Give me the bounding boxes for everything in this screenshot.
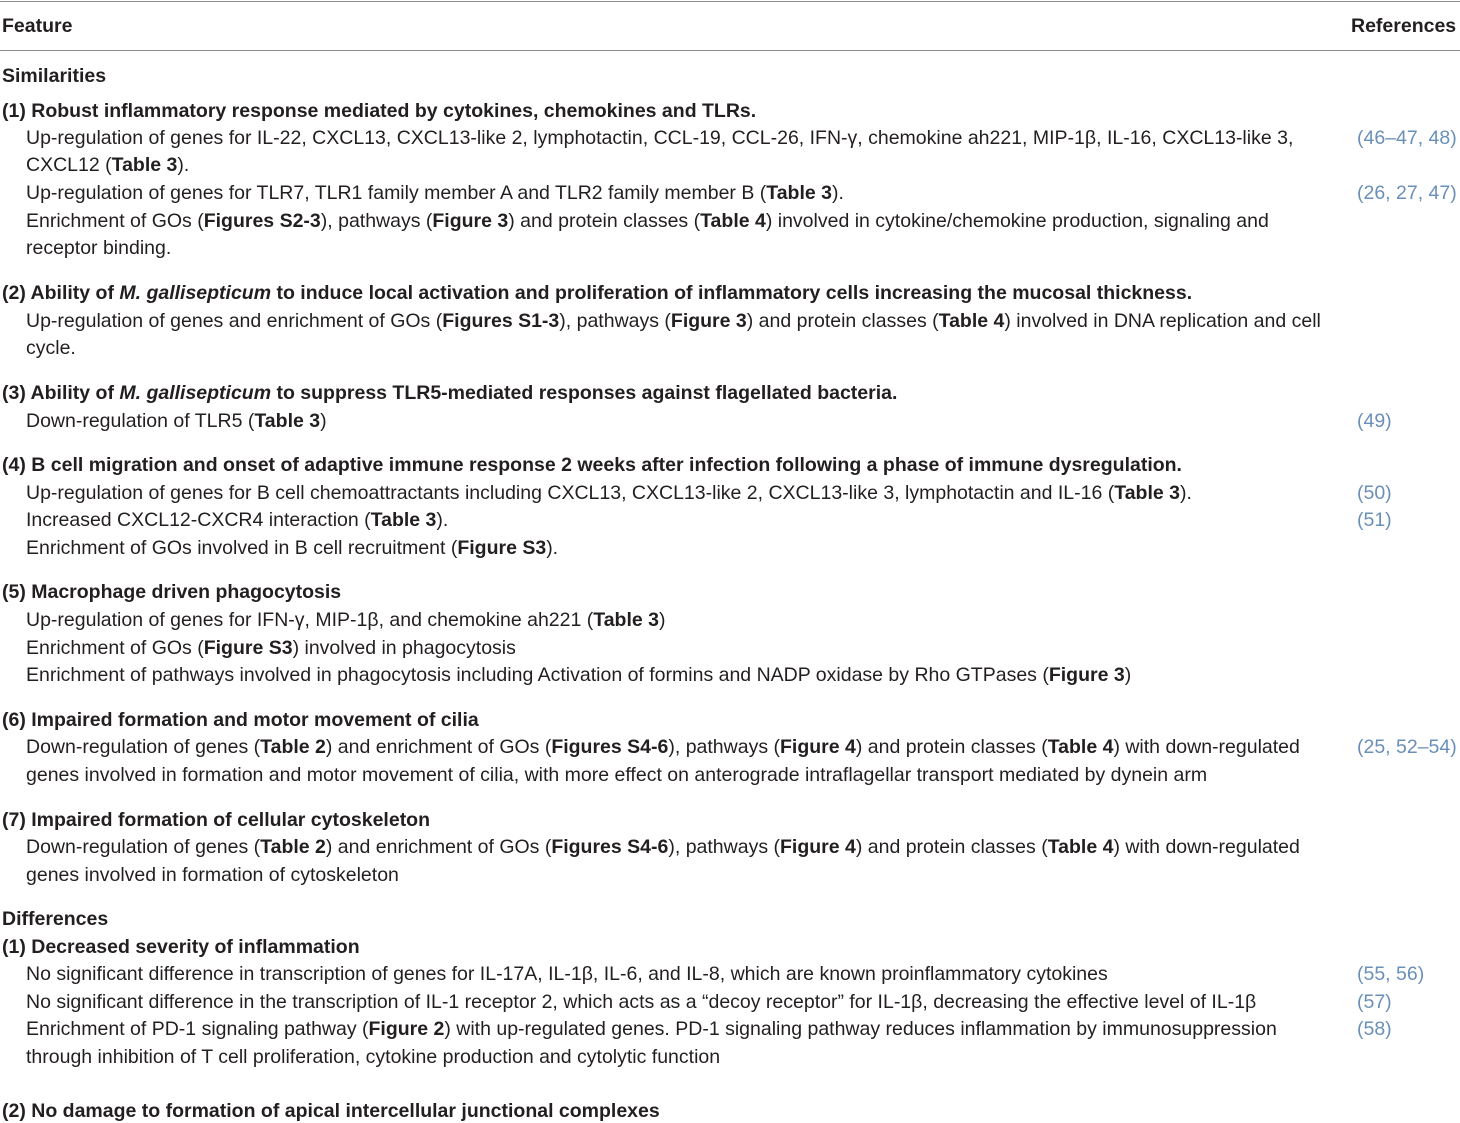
reference-citation[interactable]: (26, 27, 47) bbox=[1357, 182, 1457, 204]
section-title-similarities: Similarities bbox=[2, 65, 107, 87]
table-reference[interactable]: Table 4 bbox=[700, 210, 766, 232]
feature-heading: (7) Impaired formation of cellular cytoskeleton bbox=[2, 809, 431, 831]
table-reference[interactable]: Table 3 bbox=[370, 509, 437, 531]
table-reference[interactable]: Table 3 bbox=[111, 154, 178, 176]
feature-line: Enrichment of GOs (Figure S3) involved in phagocytosis bbox=[26, 637, 516, 659]
feature-line: Enrichment of GOs involved in B cell recruitment (Figure S3). bbox=[26, 537, 559, 559]
table-reference[interactable]: Table 2 bbox=[260, 836, 326, 858]
feature-line: No significant difference in the transcription of IL-1 receptor 2, which acts as a “decoy receptor” for IL-1β, decreasing the effective level of IL-1β bbox=[26, 991, 1257, 1013]
reference-citation[interactable]: (58) bbox=[1357, 1018, 1392, 1040]
figure-reference[interactable]: Figure 2 bbox=[368, 1018, 445, 1040]
feature-heading: (4) B cell migration and onset of adaptive immune response 2 weeks after infection following a phase of immune dysregulation. bbox=[2, 454, 1182, 476]
figure-reference[interactable]: Figures S2-3 bbox=[203, 210, 321, 232]
feature-line: CXCL12 (Table 3). bbox=[26, 154, 190, 176]
column-header-references: References bbox=[1351, 15, 1457, 37]
feature-line: Up-regulation of genes and enrichment of GOs (Figures S1-3), pathways (Figure 3) and protein classes (Table 4) involved in DNA replication and cell bbox=[26, 310, 1321, 332]
reference-citation[interactable]: (49) bbox=[1357, 410, 1392, 432]
feature-line: Enrichment of pathways involved in phagocytosis including Activation of formins and NADP oxidase by Rho GTPases (Figure 3) bbox=[26, 664, 1132, 686]
table-reference[interactable]: Table 3 bbox=[254, 410, 321, 432]
reference-citation[interactable]: (50) bbox=[1357, 482, 1392, 504]
reference-citation[interactable]: (46–47, 48) bbox=[1357, 127, 1457, 149]
feature-line: cycle. bbox=[26, 337, 76, 359]
table-reference[interactable]: Table 4 bbox=[1047, 736, 1114, 758]
figure-reference[interactable]: Figures S4-6 bbox=[551, 836, 669, 858]
figure-reference[interactable]: Figure 4 bbox=[779, 736, 856, 758]
table-reference[interactable]: Table 3 bbox=[1114, 482, 1180, 504]
table-reference[interactable]: Table 4 bbox=[1047, 836, 1114, 858]
feature-line: Up-regulation of genes for TLR7, TLR1 family member A and TLR2 family member B (Table 3). bbox=[26, 182, 844, 204]
figure-reference[interactable]: Figure 3 bbox=[670, 310, 747, 332]
feature-line: Enrichment of PD-1 signaling pathway (Figure 2) with up-regulated genes. PD-1 signaling pathway reduces inflammation by immunosuppression bbox=[26, 1018, 1277, 1040]
feature-line: Up-regulation of genes for B cell chemoattractants including CXCL13, CXCL13-like 2, CXCL13-like 3, lymphotactin and IL-16 (Table 3). bbox=[26, 482, 1192, 504]
feature-heading: (1) Decreased severity of inflammation bbox=[2, 936, 360, 958]
table-reference[interactable]: Table 3 bbox=[593, 609, 659, 631]
column-header-feature: Feature bbox=[2, 15, 73, 37]
feature-line: Enrichment of GOs (Figures S2-3), pathways (Figure 3) and protein classes (Table 4) involved in cytokine/chemokine production, signaling and bbox=[26, 210, 1269, 232]
feature-line: Increased CXCL12-CXCR4 interaction (Table 3). bbox=[26, 509, 449, 531]
figure-reference[interactable]: Figure 3 bbox=[432, 210, 509, 232]
feature-heading: (1) Robust inflammatory response mediated by cytokines, chemokines and TLRs. bbox=[2, 100, 757, 122]
figure-reference[interactable]: Figure 4 bbox=[779, 836, 856, 858]
figure-reference[interactable]: Figure 3 bbox=[1048, 664, 1125, 686]
figure-reference[interactable]: Figure S3 bbox=[203, 637, 293, 659]
feature-line: Down-regulation of TLR5 (Table 3) bbox=[26, 410, 327, 432]
table-reference[interactable]: Table 3 bbox=[766, 182, 832, 204]
figure-reference[interactable]: Figure S3 bbox=[457, 537, 547, 559]
feature-line: genes involved in formation and motor movement of cilia, with more effect on anterograde intraflagellar transport mediated by dynein arm bbox=[26, 764, 1208, 786]
feature-heading: (6) Impaired formation and motor movement of cilia bbox=[2, 709, 479, 731]
feature-line: No significant difference in transcription of genes for IL-17A, IL-1β, IL-6, and IL-8, which are known proinflammatory cytokines bbox=[26, 963, 1108, 985]
feature-line: Down-regulation of genes (Table 2) and enrichment of GOs (Figures S4-6), pathways (Figure 4) and protein classes (Table 4) with down-regulated bbox=[26, 736, 1300, 758]
figure-reference[interactable]: Figures S4-6 bbox=[551, 736, 669, 758]
feature-heading: (2) No damage to formation of apical intercellular junctional complexes bbox=[2, 1100, 660, 1122]
feature-heading: (2) Ability of M. gallisepticum to induce local activation and proliferation of inflammatory cells increasing the mucosal thickness. bbox=[2, 282, 1193, 304]
table-reference[interactable]: Table 4 bbox=[938, 310, 1005, 332]
reference-citation[interactable]: (25, 52–54) bbox=[1357, 736, 1457, 758]
table-reference[interactable]: Table 2 bbox=[260, 736, 326, 758]
reference-citation[interactable]: (51) bbox=[1357, 509, 1392, 531]
feature-line: genes involved in formation of cytoskeleton bbox=[26, 864, 399, 886]
header-rule bbox=[0, 50, 1460, 51]
feature-line: through inhibition of T cell proliferation, cytokine production and cytolytic function bbox=[26, 1046, 721, 1068]
section-title-differences: Differences bbox=[2, 908, 109, 930]
feature-line: Up-regulation of genes for IL-22, CXCL13, CXCL13-like 2, lymphotactin, CCL-19, CCL-26, IFN-γ, chemokine ah221, MIP-1β, IL-16, CXCL13-like 3, bbox=[26, 127, 1294, 149]
figure-reference[interactable]: Figures S1-3 bbox=[442, 310, 560, 332]
feature-line: Up-regulation of genes for IFN-γ, MIP-1β, and chemokine ah221 (Table 3) bbox=[26, 609, 666, 631]
reference-citation[interactable]: (55, 56) bbox=[1357, 963, 1425, 985]
feature-heading: (5) Macrophage driven phagocytosis bbox=[2, 581, 342, 603]
feature-line: Down-regulation of genes (Table 2) and enrichment of GOs (Figures S4-6), pathways (Figure 4) and protein classes (Table 4) with down-regulated bbox=[26, 836, 1300, 858]
feature-line: receptor binding. bbox=[26, 237, 172, 259]
top-rule bbox=[0, 1, 1460, 2]
feature-heading: (3) Ability of M. gallisepticum to suppress TLR5-mediated responses against flagellated bacteria. bbox=[2, 382, 898, 404]
reference-citation[interactable]: (57) bbox=[1357, 991, 1392, 1013]
